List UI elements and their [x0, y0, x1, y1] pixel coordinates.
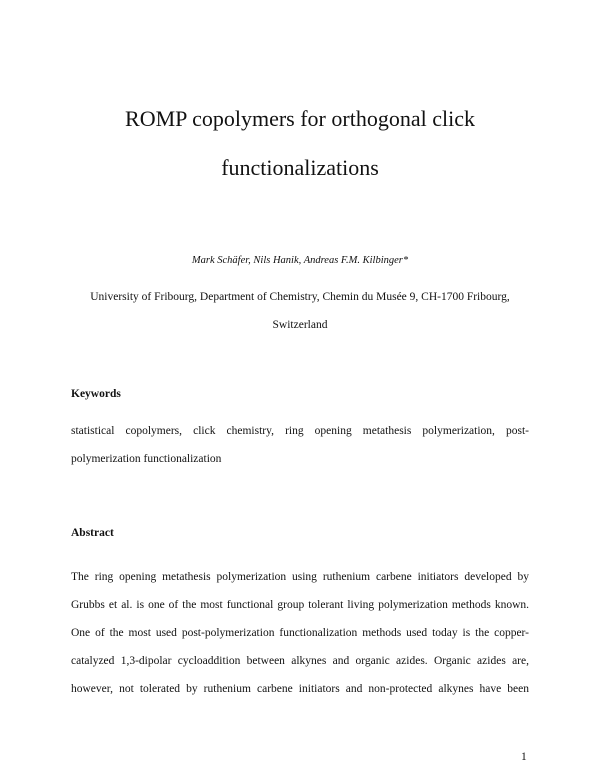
abstract-line-3: One of the most used post-polymerization functionalization methods used today is the copper-: [71, 627, 529, 639]
abstract-line-1: The ring opening metathesis polymerization using ruthenium carbene initiators developed by: [71, 571, 529, 583]
page-number: 1: [521, 751, 527, 763]
abstract-line-4: catalyzed 1,3-dipolar cycloaddition between alkynes and organic azides. Organic azides are,: [71, 655, 529, 667]
affiliation-line-2: Switzerland: [272, 319, 328, 331]
abstract-line-2: Grubbs et al. is one of the most functional group tolerant living polymerization methods known.: [71, 599, 529, 611]
abstract-heading: Abstract: [71, 527, 114, 539]
affiliation-line-1: University of Fribourg, Department of Chemistry, Chemin du Musée 9, CH-1700 Fribourg,: [90, 291, 510, 303]
paper-title-line-1: ROMP copolymers for orthogonal click: [125, 106, 475, 131]
author-list: Mark Schäfer, Nils Hanik, Andreas F.M. Kilbinger*: [191, 255, 409, 266]
keywords-line-2: polymerization functionalization: [71, 453, 222, 465]
keywords-heading: Keywords: [71, 388, 121, 400]
paper-title-line-2: functionalizations: [221, 155, 379, 180]
abstract-line-5: however, not tolerated by ruthenium carbene initiators and non-protected alkynes have been: [71, 683, 529, 695]
keywords-line-1: statistical copolymers, click chemistry, ring opening metathesis polymerization, post-: [71, 425, 529, 437]
